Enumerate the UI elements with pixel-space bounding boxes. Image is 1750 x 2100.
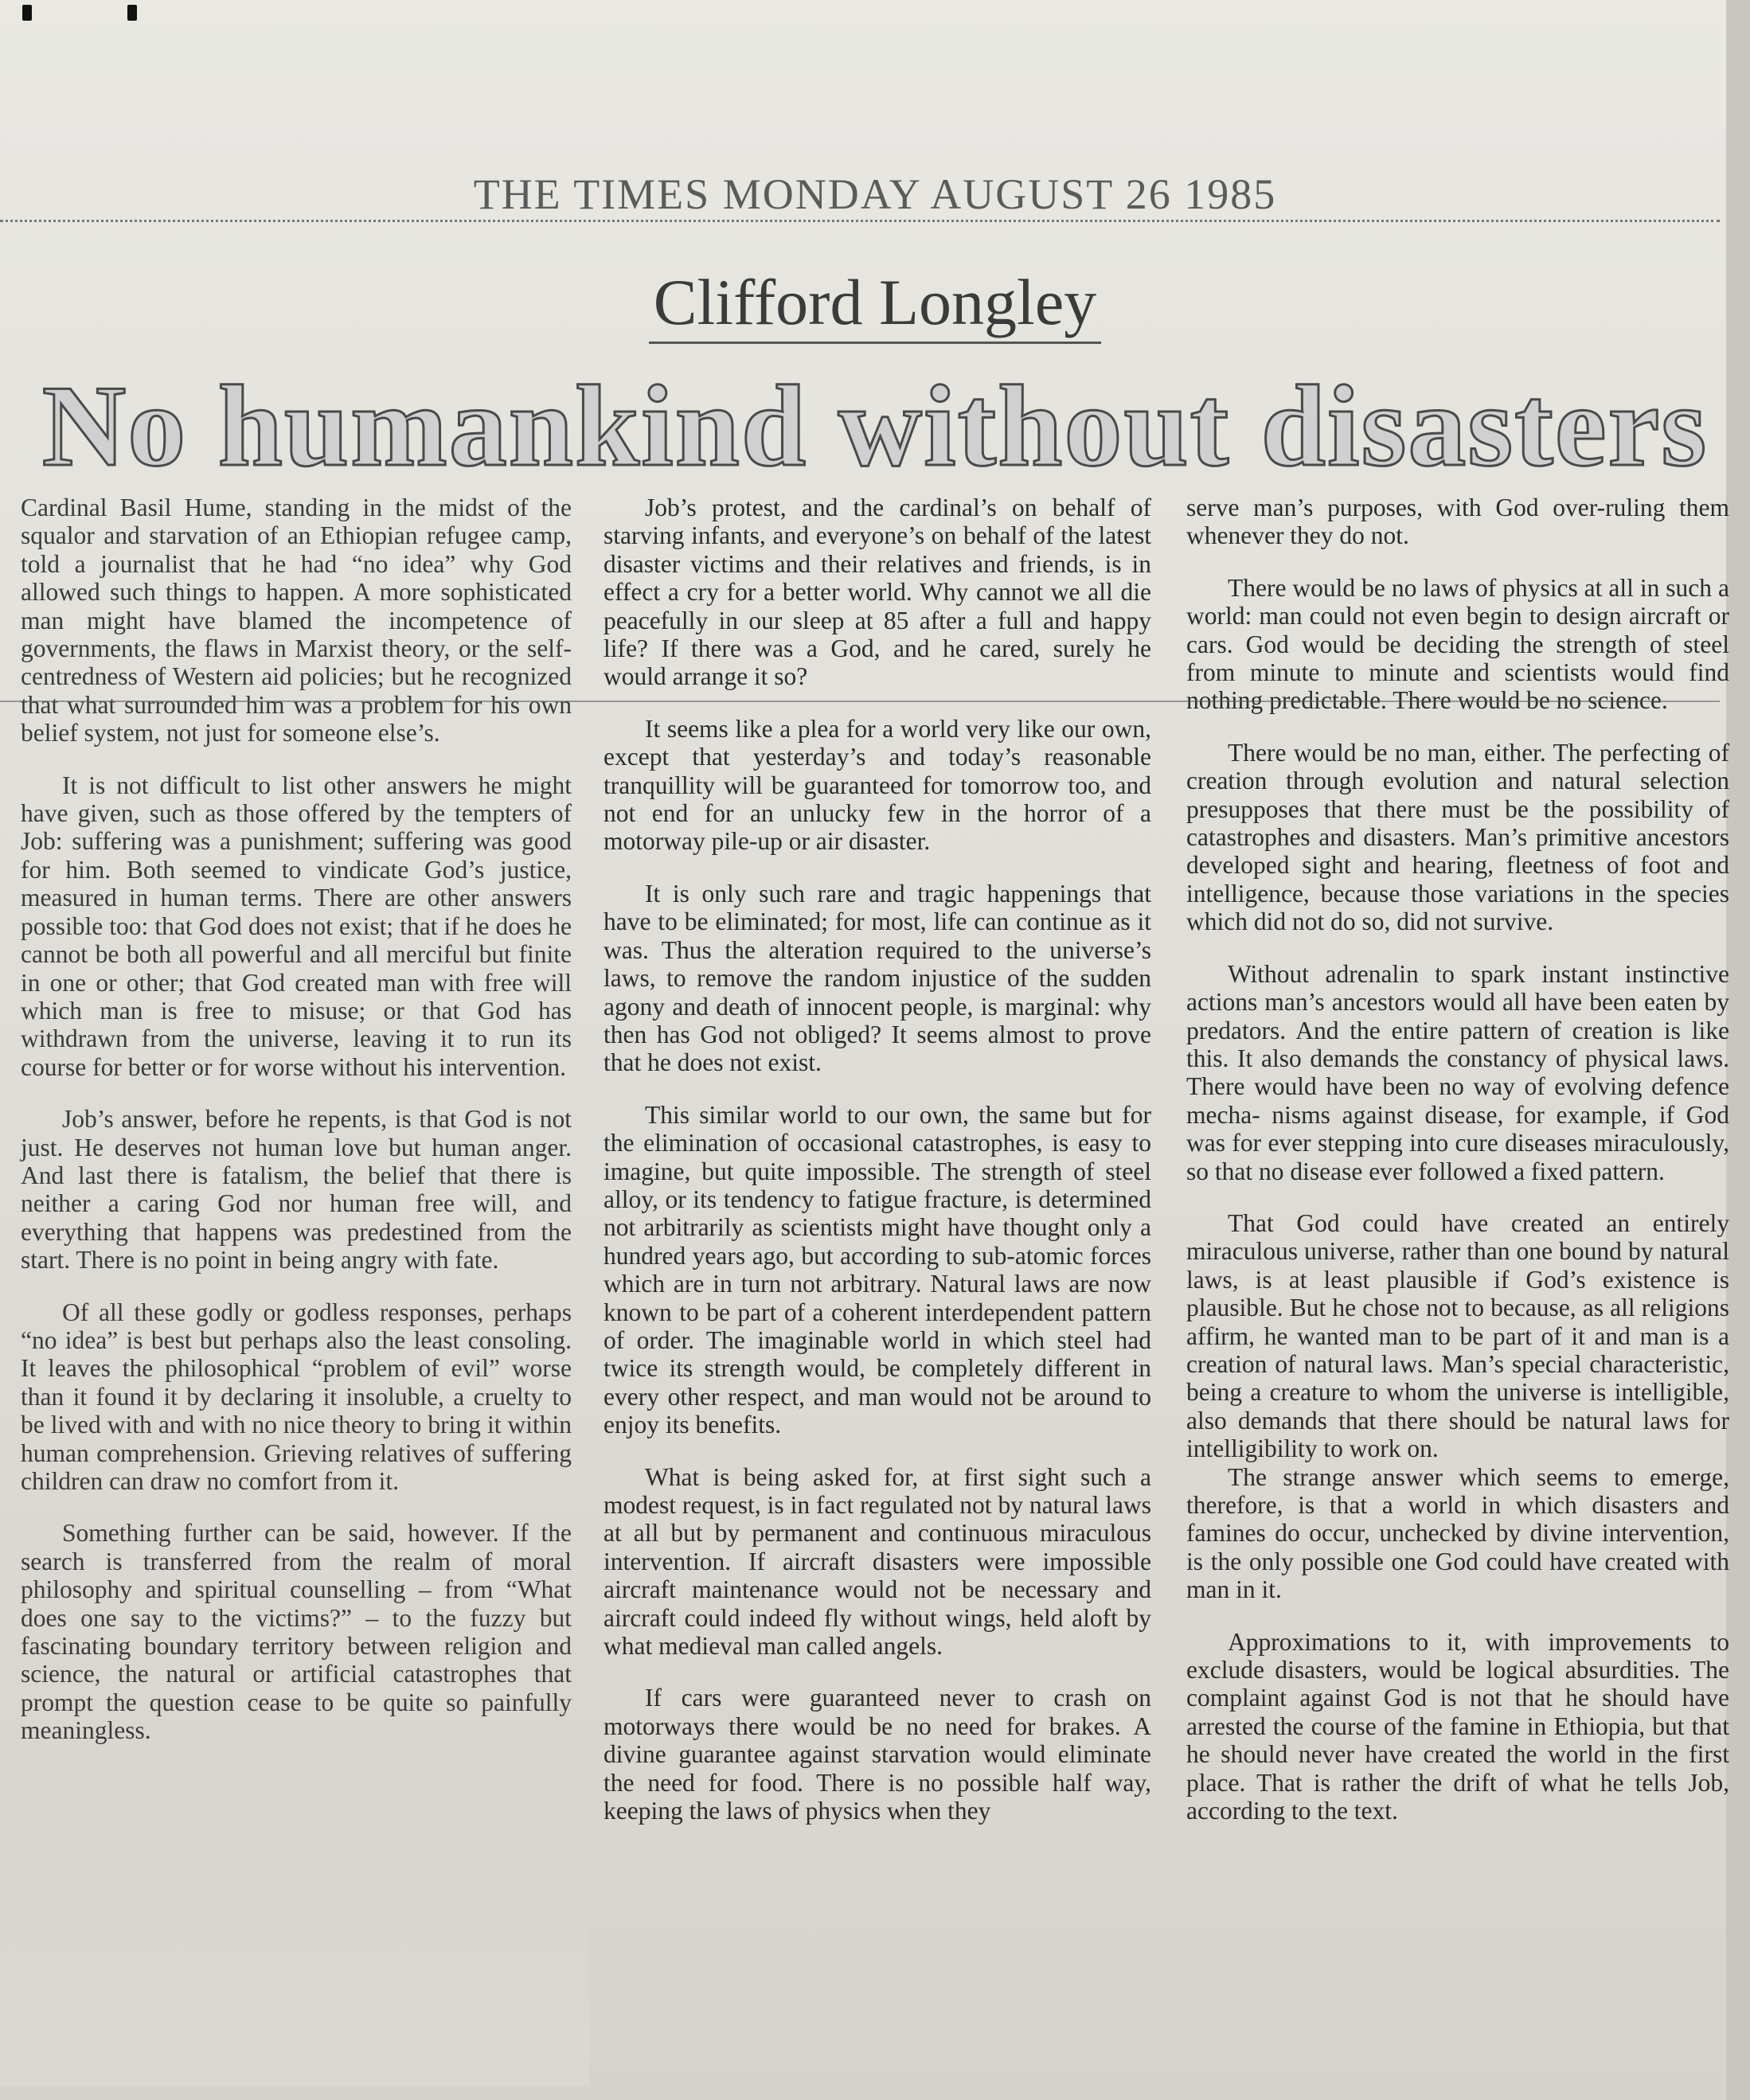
- paragraph: It is not difficult to list other answers he might have given, such as those offered by the tempters of Job: suffering was a punishment; suffering was good for him. Both seemed to vindicate God’s justice, measured in human terms. There are other answers possible too: that God does not exist; that if he does he cannot be both all powerful and all merciful but finite in one or other; that God created man with free will which man is free to misuse; or that God has withdrawn from the universe, leaving it to run its course for better or for worse without his intervention.: [21, 771, 572, 1081]
- masthead-rule: [0, 220, 1720, 222]
- paragraph: What is being asked for, at first sight such a modest request, is in fact regulated not by natural laws at all but by permanent and continuous miraculous intervention. If aircraft disasters were impossible aircraft maintenance would not be necessary and aircraft could indeed fly without wings, held aloft by what medieval man called angels.: [604, 1462, 1151, 1661]
- paragraph: The strange answer which seems to emerge, therefore, is that a world in which disasters and famines do occur, unchecked by divine intervention, is the only possible one God could have created with man in it.: [1186, 1462, 1729, 1604]
- paragraph: This similar world to our own, the same but for the elimination of occasional catastrophes, is easy to imagine, but quite impossible. The strength of steel alloy, or its tendency to fatigue fracture, is determined not arbitrarily as scientists might have thought only a hundred years ago, but according to sub-atomic forces which are in turn not arbitrary. Natural laws are now known to be part of a coherent interdependent pattern of order. The imaginable world in which steel had twice its strength would, be completely different in every other respect, and man would not be around to enjoy its benefits.: [604, 1100, 1151, 1439]
- paragraph: Job’s protest, and the cardinal’s on behalf of starving infants, and everyone’s on behalf of the latest disaster victims and their relatives and friends, is in effect a cry for a better world. Why cannot we all die peacefully in our sleep at 85 after a full and happy life? If there was a God, and he cared, surely he would arrange it so?: [604, 494, 1151, 691]
- fold-crease: [0, 701, 1720, 702]
- article-column-1: [21, 494, 572, 1769]
- paragraph: It is only such rare and tragic happenings that have to be eliminated; for most, life can continue as it was. Thus the alteration required to the universe’s laws, to remove the random injustice of the sudden agony and death of innocent people, is marginal: why then has God not obliged? It seems almost to prove that he does not exist.: [604, 879, 1151, 1077]
- paragraph: Something further can be said, however. If the search is transferred from the realm of moral philosophy and spiritual counselling – from “What does one say to the victims?” – to the fuzzy but fascinating boundary territory between religion and science, the natural or artificial catastrophes that prompt the question cease to be quite so painfully meaningless.: [21, 1519, 572, 1745]
- article-column-2: [604, 494, 1151, 1848]
- paragraph: That God could have created an entirely miraculous universe, rather than one bound by natural laws, is at least plausible if God’s existence is plausible. But he chose not to because, as all religions affirm, he wanted man to be part of it and man is a creation of natural laws. Man’s special characteristic, being a creature to whom the universe is intelligible, also demands that there should be natural laws for intelligibility to work on.: [1186, 1208, 1729, 1463]
- print-fade: [0, 1831, 589, 2086]
- paragraph: There would be no man, either. The perfecting of creation through evolution and natural selection presupposes that there must be the possibility of catastrophes and disasters. Man’s primitive ancestors developed sight and hearing, fleetness of foot and intelligence, because those variations in the species which did not do so, did not survive.: [1186, 738, 1729, 936]
- article-column-3: [1186, 494, 1729, 1848]
- byline-text: Clifford Longley: [649, 266, 1101, 344]
- paragraph: Job’s answer, before he repents, is that God is not just. He deserves not human love but human anger. And last there is fatalism, the belief that there is neither a caring God nor human free will, and everything that happens was predestined from the start. There is no point in being angry with fate.: [21, 1105, 572, 1274]
- paragraph: If cars were guaranteed never to crash on motorways there would be no need for brakes. A divine guarantee against starvation would eliminate the need for food. There is no possible half way, keeping the laws of physics when they: [604, 1684, 1151, 1825]
- paragraph: serve man’s purposes, with God over-ruling them whenever they do not.: [1186, 494, 1729, 550]
- paragraph: Without adrenalin to spark instant instinctive actions man’s ancestors would all have been eaten by predators. And the entire pattern of creation is like this. It also demands the constancy of physical laws. There would have been no way of evolving defence mecha- nisms against disease, for example, if God was for ever stepping into cure diseases miraculously, so that no disease ever followed a fixed pattern.: [1186, 959, 1729, 1185]
- paragraph: There would be no laws of physics at all in such a world: man could not even begin to design aircraft or cars. God would be deciding the strength of steel from minute to minute and scientists would find nothing predictable. There would be no science.: [1186, 573, 1729, 715]
- dateline: THE TIMES MONDAY AUGUST 26 1985: [473, 170, 1277, 218]
- paragraph: Cardinal Basil Hume, standing in the midst of the squalor and starvation of an Ethiopian refugee camp, told a journalist that he had “no idea” why God allowed such things to happen. A more sophisticated man might have blamed the incompetence of governments, the flaws in Marxist theory, or the self-centredness of Western aid policies; but he recognized that what surrounded him was a problem for his own belief system, not just for someone else’s.: [21, 494, 572, 747]
- byline: [0, 263, 1750, 342]
- paragraph: It seems like a plea for a world very like our own, except that yesterday’s and today’s reasonable tranquillity will be guaranteed for tomorrow too, and not end for an unlucky few in the horror of a motorway pile-up or air disaster.: [604, 714, 1151, 856]
- headline: No humankind without disasters: [41, 361, 1709, 490]
- paragraph: Of all these godly or godless responses, perhaps “no idea” is best but perhaps also the least consoling. It leaves the philosophical “problem of evil” worse than it found it by declaring it insoluble, a cruelty to be lived with and with no nice theory to bring it within human comprehension. Grieving relatives of suffering children can draw no comfort from it.: [21, 1298, 572, 1495]
- corner-mark-right: [127, 5, 137, 21]
- corner-mark-left: [22, 5, 32, 21]
- paragraph: Approximations to it, with improvements to exclude disasters, would be logical absurdities. The complaint against God is not that he should have arrested the course of the famine in Ethiopia, but that he should never have created the world in the first place. That is rather the drift of what he tells Job, according to the text.: [1186, 1627, 1729, 1825]
